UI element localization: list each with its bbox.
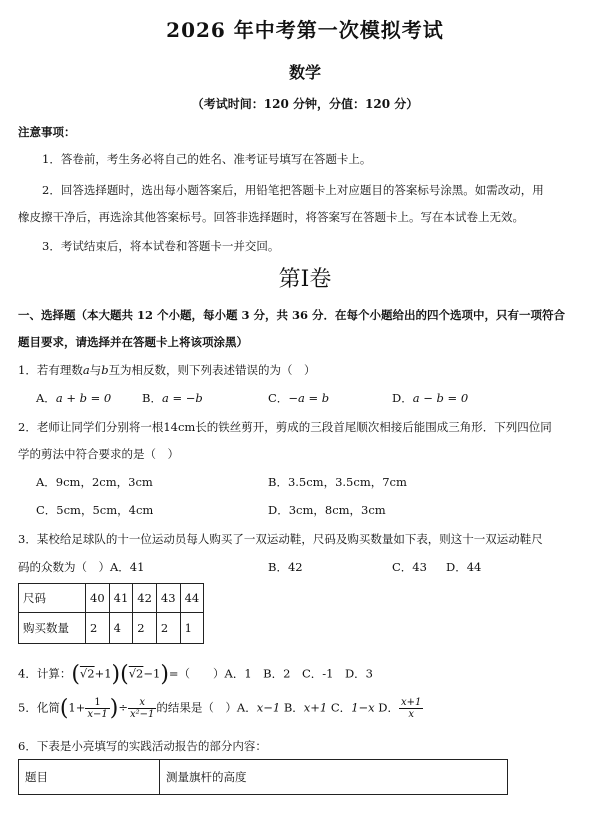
q3-option-c: C．43: [392, 560, 427, 574]
q2-stem-line2: 学的剪法中符合要求的是（ ）: [18, 447, 179, 461]
part1-heading-line2: 题目要求，请选择并在答题卡上将该项涂黑）: [18, 335, 248, 349]
exam-meta: （考试时间：120 分钟，分值：120 分）: [191, 97, 419, 111]
q5-fraction-2-den: x²−1: [130, 709, 155, 720]
q5-paren-open: (: [59, 696, 69, 721]
q5-fraction-1: [85, 697, 109, 720]
q1-option-d: [392, 390, 468, 406]
table-cell: 4: [109, 613, 133, 644]
q1-option-b: [142, 390, 203, 406]
q4-paren-open-1: (: [71, 662, 80, 687]
q5-option-d-num: x+1: [401, 697, 422, 708]
table-cell: 2: [86, 613, 110, 644]
table-row: [19, 613, 204, 644]
q2-option-d: D．3cm，8cm，3cm: [268, 503, 386, 517]
table-cell: 题目: [19, 760, 160, 795]
q1-option-a: [36, 390, 111, 406]
notice-heading: 注意事项：: [18, 125, 76, 139]
q5-one-plus: 1+: [68, 700, 86, 715]
q2-option-c: C．5cm，5cm，4cm: [36, 503, 154, 517]
table-cell: 42: [133, 584, 157, 613]
notice-item-2-line2: 橡皮擦干净后，再选涂其他答案标号。回答非选择题时，将答案写在答题卡上。写在本试卷上无效。: [18, 210, 524, 224]
subject-title: 数学: [288, 63, 321, 82]
q4-minus-one: −1: [143, 666, 161, 681]
table-cell: 2: [156, 613, 180, 644]
q1-option-c-text: −a = b: [288, 391, 330, 405]
q5-option-c: 1−x: [351, 700, 375, 715]
q1-stem: [18, 362, 316, 378]
q3-stem-line2: 码的众数为（ ）A．41: [18, 560, 145, 574]
q5-paren-close: ): [109, 696, 119, 721]
q3-size-table: [18, 583, 204, 644]
q5-prefix: 5．化简: [18, 700, 60, 715]
table-cell: 购买数量: [19, 613, 86, 644]
q5-option-b-label: B．: [283, 700, 304, 715]
q1-stem-text-a: 1．若有理数: [18, 363, 83, 377]
q5-divide: ÷: [118, 700, 128, 715]
q1-option-d-text: a − b = 0: [412, 391, 469, 405]
q1-option-a-label: A．: [36, 391, 56, 405]
table-row: [19, 584, 204, 613]
q5-fraction-1-den: x−1: [87, 709, 108, 720]
table-cell: 44: [180, 584, 204, 613]
q5-option-c-label: C．: [330, 700, 352, 715]
q5-line: [18, 696, 423, 721]
notice-item-1: 1．答卷前，考生务必将自己的姓名、准考证号填写在答题卡上。: [42, 152, 372, 166]
q3-option-d: D．44: [446, 560, 482, 574]
notice-item-3: 3．考试结束后，将本试卷和答题卡一并交回。: [42, 239, 280, 253]
q4-suffix: =（ ）A．1 B．2 C．-1 D．3: [168, 666, 373, 681]
q4-plus-one: +1: [94, 666, 112, 681]
notice-item-2-line1: 2．回答选择题时，选出每小题答案后，用铅笔把答题卡上对应题目的答案标号涂黑。如需改动，用: [42, 183, 544, 197]
q2-option-b: B．3.5cm，3.5cm，7cm: [268, 475, 407, 489]
q4-sqrt-2: √2: [128, 666, 144, 681]
exam-title: 2026 年中考第一次模拟考试: [166, 18, 444, 42]
table-row: [19, 760, 508, 795]
q1-option-c-label: C．: [268, 391, 289, 405]
table-cell: 41: [109, 584, 133, 613]
q6-stem: 6．下表是小亮填写的实践活动报告的部分内容：: [18, 739, 267, 753]
volume-heading: 第I卷: [278, 267, 332, 292]
q5-option-d-den: x: [408, 709, 415, 720]
q2-option-a: A．9cm，2cm，3cm: [36, 475, 153, 489]
q1-option-b-text: a = −b: [161, 391, 203, 405]
q5-fraction-2: [128, 697, 156, 720]
q5-option-d-fraction: [399, 697, 423, 720]
q1-option-b-label: B．: [142, 391, 162, 405]
q1-option-c: [268, 390, 329, 406]
q1-var-a: a: [82, 363, 90, 377]
q4-sqrt-1: √2: [79, 666, 95, 681]
q4-paren-close-1: ): [111, 662, 121, 687]
q1-stem-text-c: 互为相反数，则下列表述错误的为（ ）: [108, 363, 316, 377]
table-cell: 1: [180, 613, 204, 644]
table-cell: 40: [86, 584, 110, 613]
table-cell: 测量旗杆的高度: [160, 760, 508, 795]
table-cell: 尺码: [19, 584, 86, 613]
q6-report-table: [18, 759, 508, 795]
part1-heading-line1: 一、选择题（本大题共 12 个小题，每小题 3 分，共 36 分．在每个小题给出的四个选项中，只有一项符合: [18, 308, 566, 322]
q4-paren-open-2: (: [120, 662, 129, 687]
q5-option-b: x+1: [303, 700, 328, 715]
q5-mid-text: 的结果是（ ）A．: [156, 700, 257, 715]
q4-paren-close-2: ): [160, 662, 169, 687]
q4-line: [18, 662, 373, 687]
q2-stem-line1: 2．老师让同学们分别将一根14cm长的铁丝剪开，剪成的三段首尾顺次相接后能围成三角形．下列四位同: [18, 420, 552, 434]
q1-stem-text-b: 与: [89, 363, 102, 377]
q4-prefix: 4．计算：: [18, 666, 72, 681]
q5-fraction-1-num: 1: [85, 697, 109, 709]
q3-option-b: B．42: [268, 560, 303, 574]
q1-var-b: b: [101, 363, 109, 377]
q1-option-d-label: D．: [392, 391, 413, 405]
table-cell: 2: [133, 613, 157, 644]
table-cell: 43: [156, 584, 180, 613]
q5-option-d-label: D．: [378, 700, 400, 715]
q5-fraction-2-num: x: [128, 697, 156, 709]
q1-option-a-text: a + b = 0: [55, 391, 112, 405]
q3-stem-line1: 3．某校给足球队的十一位运动员每人购买了一双运动鞋，尺码及购买数量如下表，则这十一双运动鞋尺: [18, 532, 543, 546]
q5-option-a: x−1: [256, 700, 281, 715]
